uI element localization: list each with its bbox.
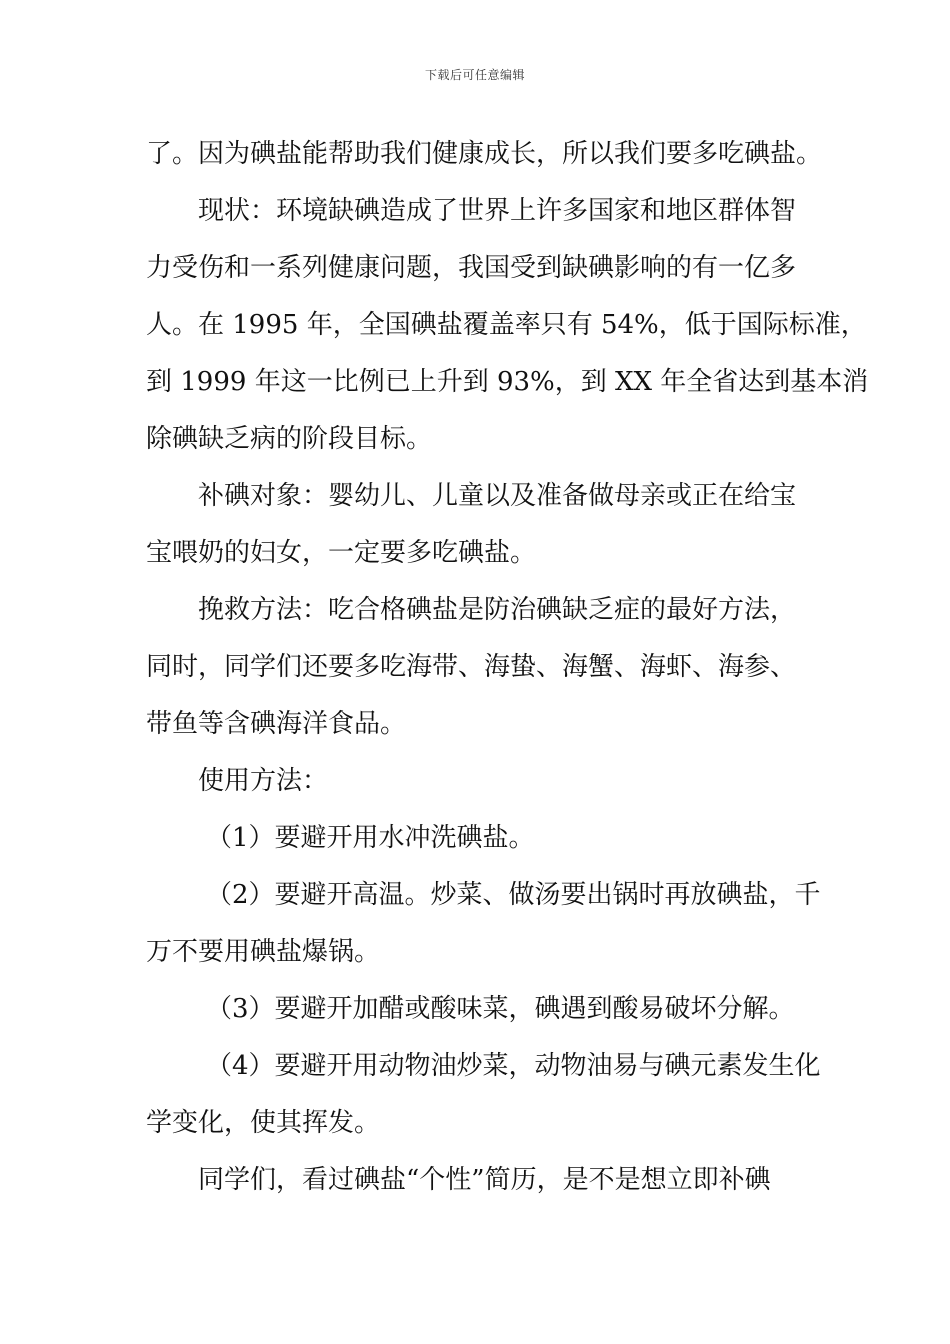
list-item-1: （1）要避开用水冲洗碘盐。 bbox=[206, 823, 535, 853]
text-line: 同时，同学们还要多吃海带、海蛰、海蟹、海虾、海参、 bbox=[146, 652, 797, 682]
text-line: 除碘缺乏病的阶段目标。 bbox=[146, 424, 433, 454]
text-line: 带鱼等含碘海洋食品。 bbox=[146, 709, 407, 739]
text-line: 了。因为碘盐能帮助我们健康成长，所以我们要多吃碘盐。 bbox=[146, 139, 823, 169]
document-body bbox=[146, 132, 869, 1215]
list-item-3: （3）要避开加醋或酸味菜，碘遇到酸易破坏分解。 bbox=[206, 994, 795, 1024]
paragraph-target-start: 补碘对象：婴幼儿、儿童以及准备做母亲或正在给宝 bbox=[198, 481, 797, 511]
text-line: 到 1999 年这一比例已上升到 93%，到 XX 年全省达到基本消 bbox=[146, 367, 869, 397]
paragraph-remedy-start: 挽救方法：吃合格碘盐是防治碘缺乏症的最好方法， bbox=[198, 595, 797, 625]
paragraph-closing-start: 同学们，看过碘盐“个性”简历，是不是想立即补碘 bbox=[198, 1165, 771, 1195]
list-item-2: （2）要避开高温。炒菜、做汤要出锅时再放碘盐，千 bbox=[206, 880, 821, 910]
text-line: 宝喂奶的妇女，一定要多吃碘盐。 bbox=[146, 538, 537, 568]
text-line: 人。在 1995 年，全国碘盐覆盖率只有 54%，低于国际标准， bbox=[146, 310, 867, 340]
page-header: 下载后可任意编辑 bbox=[424, 68, 525, 82]
paragraph-status-start: 现状：环境缺碘造成了世界上许多国家和地区群体智 bbox=[198, 196, 797, 226]
paragraph-usage-heading: 使用方法： bbox=[198, 766, 329, 796]
list-item-4: （4）要避开用动物油炒菜，动物油易与碘元素发生化 bbox=[206, 1051, 821, 1081]
text-line: 力受伤和一系列健康问题，我国受到缺碘影响的有一亿多 bbox=[146, 253, 797, 283]
text-line: 万不要用碘盐爆锅。 bbox=[146, 937, 381, 967]
text-line: 学变化，使其挥发。 bbox=[146, 1108, 381, 1138]
